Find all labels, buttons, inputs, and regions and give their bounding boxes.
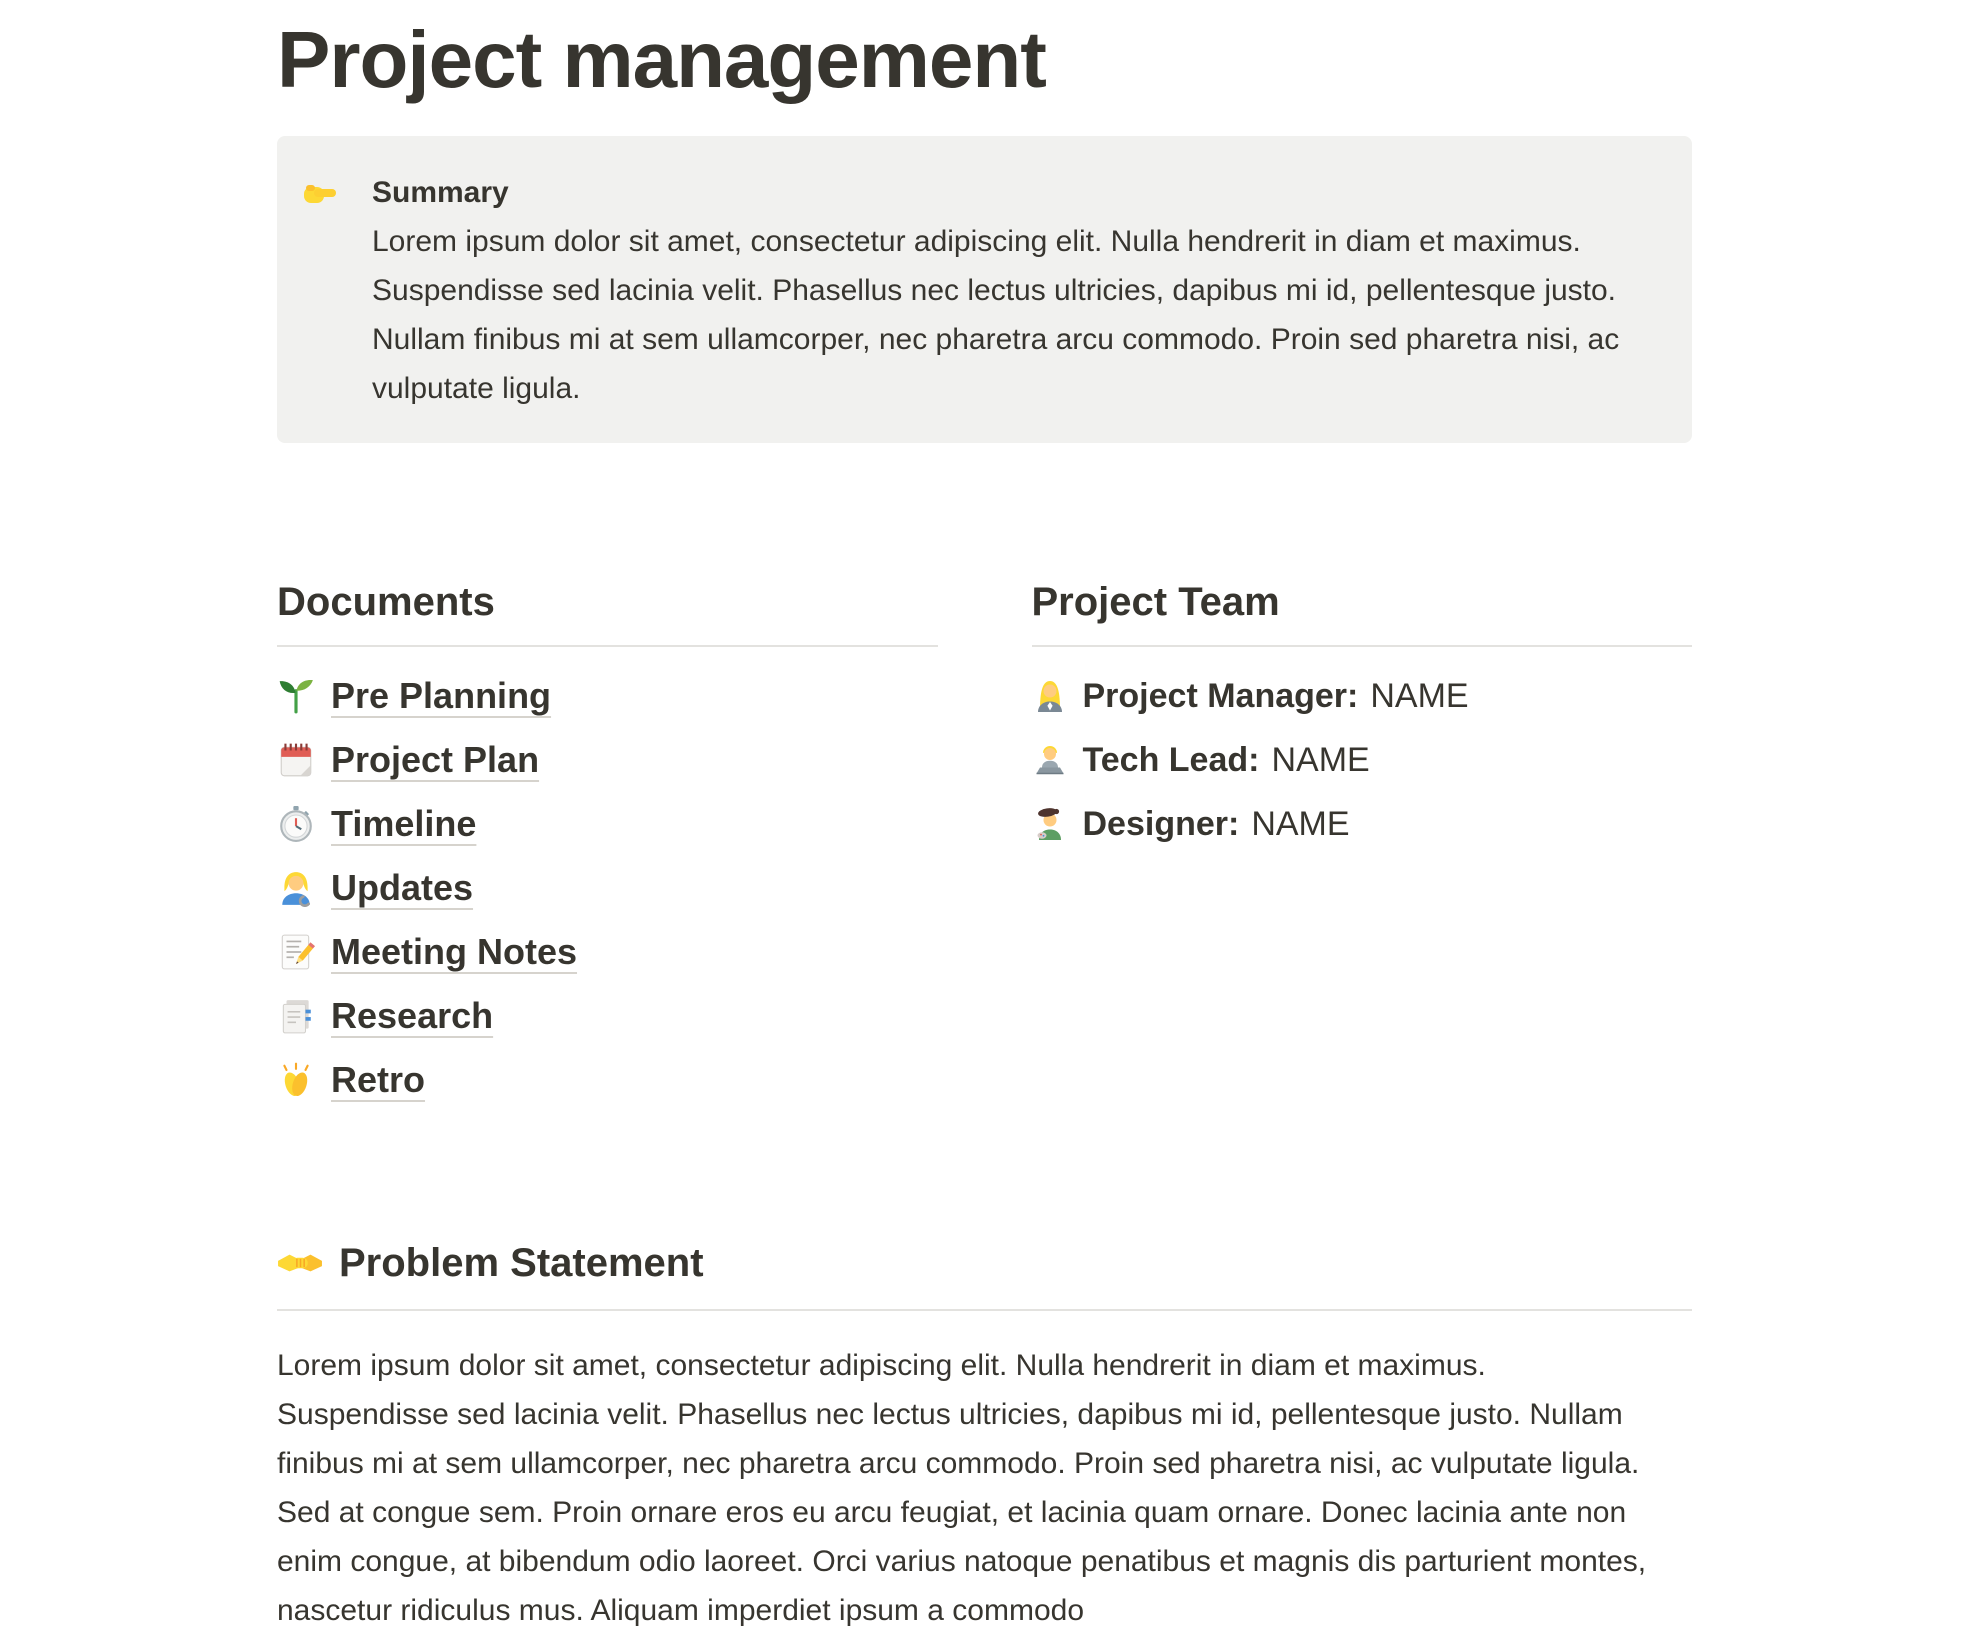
doc-link-label: Updates <box>331 867 474 908</box>
team-member-designer <box>1032 792 1693 856</box>
page-title: Project management <box>277 15 1046 104</box>
problem-statement-heading-text: Problem Statement <box>339 1241 704 1285</box>
memo-icon <box>277 933 315 971</box>
problem-statement-body: Lorem ipsum dolor sit amet, consectetur adipiscing elit. Nulla hendrerit in diam et maximus. Suspendisse sed lacinia velit. Phasellus nec lectus ultricies, dapibus mi id, pellentesque justo. Nullam finibus mi at sem ullamcorper, nec pharetra arcu commodo. Proin sed pharetra nisi, ac vulputate ligula. Sed at congue sem. Proin ornare eros eu arcu feugiat, et lacinia quam ornare. Donec lacinia ante non enim congue, at bibendum odio laoreet. Orci varius natoque penatibus et magnis dis parturient montes, nascetur ridiculus mus. Aliquam imperdiet ipsum a commodo <box>277 1349 1647 1627</box>
woman-mechanic-icon <box>277 869 315 907</box>
documents-column <box>277 576 938 1112</box>
doc-link-label: Timeline <box>331 803 477 844</box>
callout-title: Summary <box>372 176 509 209</box>
team-member-name: NAME <box>1370 676 1469 715</box>
doc-link-label: Retro <box>331 1059 426 1100</box>
point-right-icon <box>302 175 338 211</box>
page <box>0 14 1692 1634</box>
seedling-icon <box>277 677 315 715</box>
two-column-section <box>277 576 1692 1112</box>
man-artist-icon <box>1032 806 1068 842</box>
doc-link-research[interactable] <box>277 984 938 1048</box>
team-role-label: Project Manager: <box>1082 676 1359 715</box>
doc-link-project-plan[interactable] <box>277 728 938 792</box>
project-team-heading: Project Team <box>1031 580 1280 624</box>
project-team-column <box>1032 576 1693 1112</box>
team-list <box>1032 664 1693 856</box>
callout-body: Lorem ipsum dolor sit amet, consectetur adipiscing elit. Nulla hendrerit in diam et maximus. Suspendisse sed lacinia velit. Phasellus nec lectus ultricies, dapibus mi id, pellentesque justo. Nullam finibus mi at sem ullamcorper, nec pharetra arcu commodo. Proin sed pharetra nisi, ac vulputate ligula. <box>372 225 1620 405</box>
team-member-tech-lead <box>1032 728 1693 792</box>
handshake-icon <box>277 1243 323 1283</box>
doc-link-label: Pre Planning <box>331 675 552 716</box>
doc-link-retro[interactable] <box>277 1048 938 1112</box>
team-member-project-manager <box>1032 664 1693 728</box>
doc-link-updates[interactable] <box>277 856 938 920</box>
doc-link-label: Meeting Notes <box>331 931 578 972</box>
team-role-label: Tech Lead: <box>1082 740 1260 779</box>
clapping-hands-icon <box>277 1061 315 1099</box>
team-role-label: Designer: <box>1082 804 1240 843</box>
project-team-divider <box>1032 645 1693 647</box>
doc-link-meeting-notes[interactable] <box>277 920 938 984</box>
documents-heading: Documents <box>277 580 495 624</box>
team-member-name: NAME <box>1251 804 1350 843</box>
problem-statement-heading <box>277 1236 1692 1290</box>
man-technologist-icon <box>1032 742 1068 778</box>
callout-text <box>372 168 1632 413</box>
doc-link-timeline[interactable] <box>277 792 938 856</box>
bookmark-tabs-icon <box>277 997 315 1035</box>
documents-divider <box>277 645 938 647</box>
summary-callout <box>277 136 1692 443</box>
team-member-name: NAME <box>1271 740 1370 779</box>
spiral-calendar-icon <box>277 741 315 779</box>
doc-link-label: Research <box>331 995 494 1036</box>
doc-link-label: Project Plan <box>331 739 540 780</box>
stopwatch-icon <box>277 805 315 843</box>
problem-statement-divider <box>277 1309 1692 1311</box>
woman-office-worker-icon <box>1032 678 1068 714</box>
documents-list <box>277 664 938 1112</box>
doc-link-pre-planning[interactable] <box>277 664 938 728</box>
